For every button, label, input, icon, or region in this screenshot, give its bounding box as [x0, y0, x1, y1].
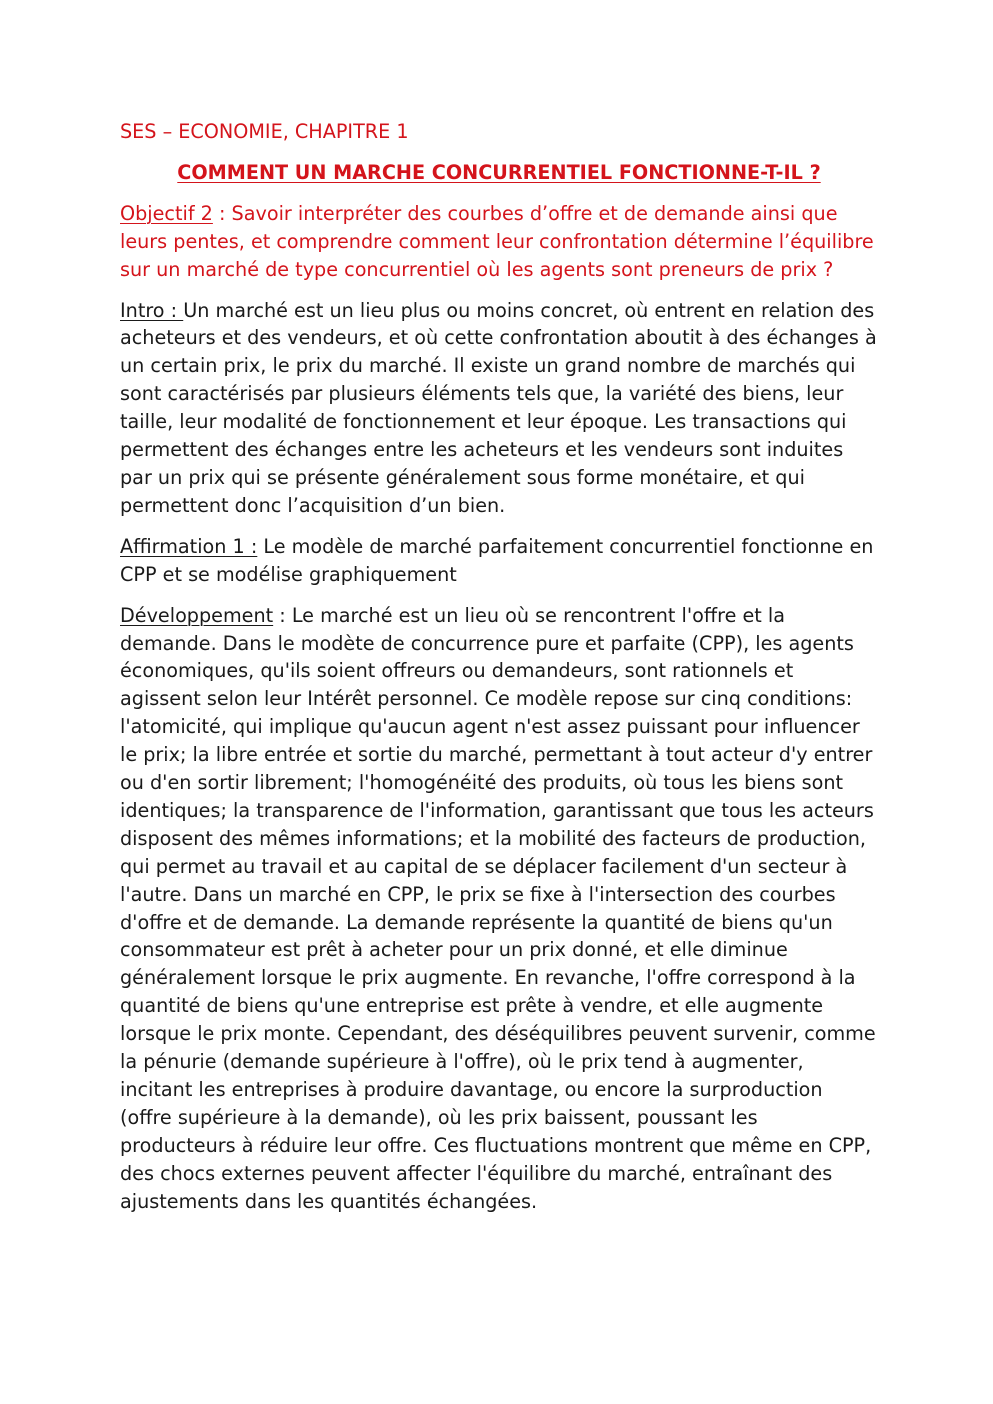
- objective-label: Objectif 2: [120, 201, 213, 225]
- development-paragraph: [120, 602, 878, 1216]
- intro-label: Intro :: [120, 298, 184, 322]
- intro-text: Un marché est un lieu plus ou moins concret, où entrent en relation des acheteurs et des vendeurs, et où cette confrontation aboutit à des échanges à un certain prix, le prix du marché. Il existe un grand nombre de marchés qui sont caractérisés par plusieurs éléments tels que, la variété des biens, leur taille, leur modalité de fonctionnement et leur époque. Les transactions qui permettent des échanges entre les acheteurs et les vendeurs sont induites par un prix qui se présente généralement sous forme monétaire, et qui permettent donc l’acquisition d’un bien.: [120, 298, 877, 517]
- objective-paragraph: [120, 200, 878, 284]
- chapter-header: SES – ECONOMIE, CHAPITRE 1: [120, 120, 409, 143]
- affirmation-paragraph: [120, 533, 878, 589]
- development-text: : Le marché est un lieu où se rencontrent l'offre et la demande. Dans le modète de concurrence pure et parfaite (CPP), les agents économiques, qu'ils soient offreurs ou demandeurs, sont rationnels et agissent selon leur Intérêt personnel. Ce modèle repose sur cinq conditions: l'atomicité, qui implique qu'aucun agent n'est assez puissant pour influencer le prix; la libre entrée et sortie du marché, permettant à tout acteur d'y entrer ou d'en sortir librement; l'homogénéité des produits, où tous les biens sont identiques; la transparence de l'information, garantissant que tous les acteurs disposent des mêmes informations; et la mobilité des facteurs de production, qui permet au travail et au capital de se déplacer facilement d'un secteur à l'autre. Dans un marché en CPP, le prix se fixe à l'intersection des courbes d'offre et de demande. La demande représente la quantité de biens qu'un consommateur est prêt à acheter pour un prix donné, et elle diminue généralement lorsque le prix augmente. En revanche, l'offre correspond à la quantité de biens qu'une entreprise est prête à vendre, et elle augmente lorsque le prix monte. Cependant, des déséquilibres peuvent survenir, comme la pénurie (demande supérieure à l'offre), où le prix tend à augmenter, incitant les entreprises à produire davantage, ou encore la surproduction (offre supérieure à la demande), où les prix baissent, poussant les producteurs à réduire leur offre. Ces fluctuations montrent que même en CPP, des chocs externes peuvent affecter l'équilibre du marché, entraînant des ajustements dans les quantités échangées.: [120, 603, 876, 1213]
- affirmation-label: Affirmation 1 :: [120, 534, 258, 558]
- chapter-title-text: COMMENT UN MARCHE CONCURRENTIEL FONCTIONNE-T-IL ?: [177, 160, 821, 184]
- objective-text: : Savoir interpréter des courbes d’offre et de demande ainsi que leurs pentes, et comprendre comment leur confrontation détermine l’équilibre sur un marché de type concurrentiel où les agents sont preneurs de prix ?: [120, 201, 874, 281]
- development-label: Développement: [120, 603, 274, 627]
- chapter-title: [120, 159, 878, 187]
- intro-paragraph: [120, 297, 878, 520]
- document-body: [120, 118, 878, 1216]
- affirmation-text: Le modèle de marché parfaitement concurrentiel fonctionne en CPP et se modélise graphiquement: [120, 534, 874, 586]
